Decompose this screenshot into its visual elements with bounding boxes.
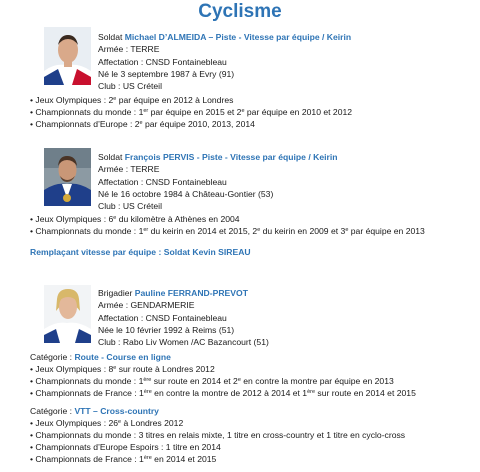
athlete-info-pervis (98, 151, 337, 212)
results-list-dalmeida (30, 95, 352, 131)
result-item: • Championnats de France : 1ère en contre la montre de 2012 à 2014 et 1ère sur route en 2014 et 2015 (30, 387, 416, 398)
result-item: • Championnats d’Europe : 2e par équipe 2010, 2013, 2014 (30, 118, 255, 129)
athlete-birth: Né le 3 septembre 1987 à Evry (91) (98, 68, 235, 79)
athlete-name-line (98, 31, 351, 43)
result-item: • Championnats du monde : 1er du keirin en 2014 et 2015, 2e du keirin en 2009 et 3e par équipe en 2013 (30, 225, 425, 236)
replacement-note: Remplaçant vitesse par équipe : Soldat Kevin SIREAU (30, 247, 251, 257)
athlete-info-ferrand-prevot (98, 287, 269, 348)
athlete-club: Club : US Créteil (98, 201, 162, 212)
athlete-army: Armée : TERRE (98, 164, 160, 175)
athlete-name: Michael D’ALMEIDA (124, 32, 207, 42)
athlete-name: François PERVIS (124, 152, 195, 162)
athlete-posting: Affectation : CNSD Fontainebleau (98, 176, 227, 187)
mtb-section (30, 406, 405, 466)
athlete-photo-ferrand-prevot (44, 285, 91, 343)
result-item: • Jeux Olympiques : 8e sur route à Londres 2012 (30, 363, 215, 374)
result-item: • Jeux Olympiques : 6e du kilomètre à Athènes en 2004 (30, 214, 240, 224)
result-item: • Championnats du monde : 3 titres en relais mixte, 1 titre en cross-country et 1 titre en cyclo-cross (30, 429, 406, 440)
athlete-birth: Né le 16 octobre 1984 à Château-Gontier (53) (98, 188, 274, 199)
athlete-birth: Née le 10 février 1992 à Reims (51) (98, 324, 235, 335)
athlete-name: Pauline FERRAND-PREVOT (134, 288, 248, 298)
athlete-army: Armée : TERRE (98, 44, 160, 55)
category-heading-mtb: Catégorie : VTT – Cross-country (30, 406, 159, 416)
athlete-discipline: - Piste - Vitesse par équipe / Keirin (194, 152, 338, 162)
category-heading-road: Catégorie : Route - Course en ligne (30, 352, 171, 362)
page-title: Cyclisme (198, 1, 282, 22)
athlete-photo-dalmeida (44, 27, 91, 85)
road-section (30, 352, 416, 400)
athlete-posting: Affectation : CNSD Fontainebleau (98, 312, 227, 323)
athlete-club: Club : Rabo Liv Women /AC Bazancourt (51) (98, 337, 269, 348)
result-item: • Championnats du monde : 1er par équipe en 2015 et 2e par équipe en 2010 et 2012 (30, 106, 353, 117)
results-list-pervis (30, 214, 425, 238)
athlete-discipline: – Piste - Vitesse par équipe / Keirin (206, 32, 352, 42)
result-item: • Championnats du monde : 1ère sur route en 2014 et 2e en contre la montre par équipe en 2013 (30, 375, 394, 386)
result-item: • Jeux Olympiques : 2e par équipe en 2012 à Londres (30, 95, 234, 105)
result-item: • Jeux Olympiques : 26e à Londres 2012 (30, 417, 184, 428)
grade: Soldat (98, 152, 123, 162)
athlete-posting: Affectation : CNSD Fontainebleau (98, 56, 227, 67)
athlete-club: Club : US Créteil (98, 81, 162, 92)
athlete-name-line (98, 287, 269, 299)
athlete-photo-pervis (44, 148, 91, 206)
result-item: • Championnats d’Europe Espoirs : 1 titre en 2014 (30, 441, 221, 452)
athlete-info-dalmeida (98, 31, 351, 92)
athlete-name-line (98, 151, 337, 163)
athlete-army: Armée : GENDARMERIE (98, 300, 195, 311)
grade: Soldat (98, 32, 123, 42)
result-item: • Championnats de France : 1ère en 2014 et 2015 (30, 453, 217, 464)
grade: Brigadier (98, 288, 133, 298)
